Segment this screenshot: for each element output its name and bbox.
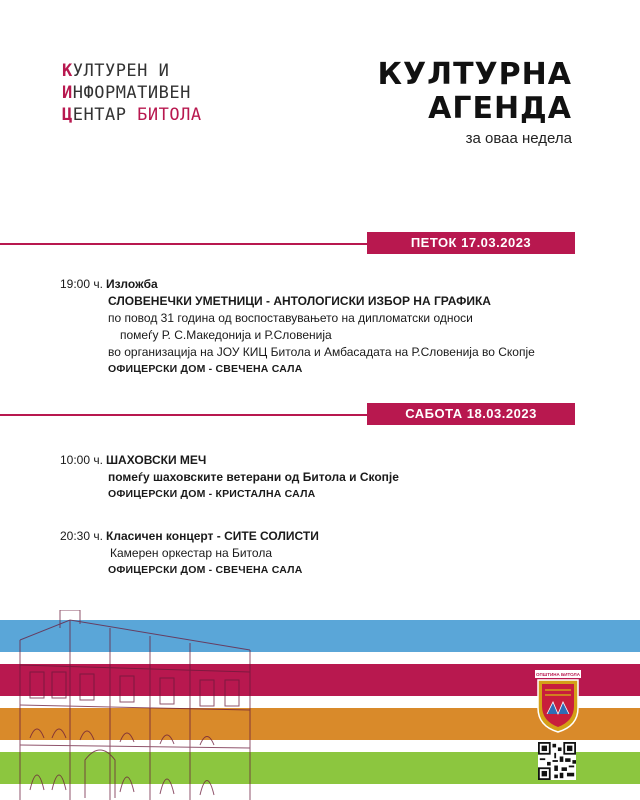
divider-line	[0, 243, 375, 245]
event-title: Класичен концерт - СИТЕ СОЛИСТИ	[106, 529, 319, 543]
event-time: 20:30 ч.	[60, 529, 103, 543]
org-line-2: ИНФОРМАТИВЕН	[62, 83, 191, 103]
event-line: помеѓу Р. С.Македонија и Р.Словенија	[120, 328, 332, 342]
event-venue: ОФИЦЕРСКИ ДОМ - СВЕЧЕНА САЛА	[108, 564, 303, 576]
event-venue: ОФИЦЕРСКИ ДОМ - КРИСТАЛНА САЛА	[108, 488, 316, 500]
day-label: САБОТА 18.03.2023	[367, 403, 575, 425]
event-time: 19:00 ч.	[60, 277, 103, 291]
event-title: ШАХОВСКИ МЕЧ	[106, 453, 207, 467]
event-title: СЛОВЕНЕЧКИ УМЕТНИЦИ - АНТОЛОГИСКИ ИЗБОР НА ГРАФИКА	[108, 294, 491, 308]
divider-line	[0, 414, 375, 416]
agenda-title: КУЛТУРНА АГЕНДА	[377, 57, 572, 126]
day-header-friday	[0, 232, 575, 254]
day-label: ПЕТОК 17.03.2023	[367, 232, 575, 254]
event-line: Камерен оркестар на Битола	[110, 546, 273, 560]
agenda-header	[378, 58, 572, 147]
organization-logo-text	[62, 60, 202, 126]
event-type: Изложба	[106, 277, 158, 291]
event-line: по повод 31 година од воспоставувањето на дипломатски односи	[108, 311, 473, 325]
event-exhibition	[60, 276, 535, 378]
org-line-1: КУЛТУРЕН И	[62, 61, 170, 81]
event-venue: ОФИЦЕРСКИ ДОМ - СВЕЧЕНА САЛА	[108, 363, 303, 375]
event-time: 10:00 ч.	[60, 453, 103, 467]
crest-label: ОПШТИНА БИТОЛА	[536, 672, 580, 677]
event-line: во организација на ЈОУ КИЦ Битола и Амбасадата на Р.Словенија во Скопје	[108, 345, 535, 359]
event-line: помеѓу шаховските ветерани од Битола и Скопје	[108, 470, 399, 484]
day-header-saturday	[0, 403, 575, 425]
event-concert	[60, 528, 319, 579]
event-chess-match	[60, 452, 399, 503]
officers-home-building-icon	[0, 610, 260, 800]
bitola-crest-icon	[535, 670, 581, 734]
agenda-subtitle: за оваа недела	[465, 130, 572, 147]
qr-code-icon	[538, 742, 576, 780]
org-line-3: ЦЕНТАР БИТОЛА	[62, 105, 202, 125]
